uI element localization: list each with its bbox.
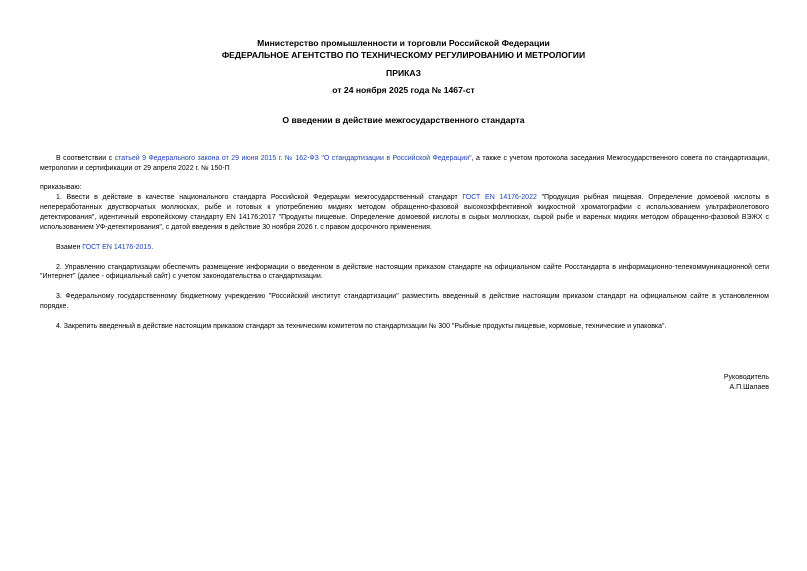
spacer (40, 233, 769, 243)
item-4-paragraph: 4. Закрепить введенный в действие настоящим приказом стандарт за техническим комитетом по стандартизации № 300 "Рыбные продукты пищевые, кормовые, технические и упаковка". (56, 323, 667, 331)
federal-law-link[interactable]: статьей 9 Федерального закона от 29 июня 2015 г. № 162-ФЗ "О стандартизации в Российской Федерации" (114, 155, 472, 162)
spacer (40, 174, 769, 183)
spacer (40, 312, 769, 322)
item-3-paragraph: 3. Федеральному государственному бюджетному учреждению "Российский институт стандартизации" разместить введенный в действие настоящим приказом стандарт на официальном сайте в установленном порядке. (40, 293, 769, 311)
ministry-name: Министерство промышленности и торговли Российской Федерации (257, 38, 550, 48)
gost-2022-link[interactable]: ГОСТ EN 14176-2022 (462, 193, 537, 201)
replacement-text-1: Взамен (56, 243, 83, 251)
item-1-paragraph (40, 193, 769, 233)
preamble-text-2: , а также с учетом протокола заседания Межгосударственного совета по стандартизации, метрологии и сертификации от 29 апреля 2022 г. № 150-П (40, 155, 770, 172)
document-date-number: от 24 ноября 2025 года № 1467-ст (332, 85, 475, 95)
spacer (40, 253, 769, 263)
replacement-text-2: . (151, 243, 154, 251)
document-body (40, 154, 769, 332)
signatory-position: Руководитель (723, 374, 769, 381)
spacer (40, 282, 769, 292)
item-1-text-2: "Продукция рыбная пищевая. Определение домоевой кислоты в непереработанных двустворчатых моллюсках, рыбе и готовых к употреблению мидиях методом обращенно-фазовой высокоэффективной жидкостной хроматографии с использованием ультрафиолетового детектирования", идентичный европейскому стандарту EN 14176:2017 "Продукты пищевые. Определение домоевой кислоты в сырых моллюсках, сырой рыбе и вареных мидиях методом обращенно-фазовой ВЭЖХ с использованием УФ-детектирования", с датой введения в действие 30 ноября 2026 г. с правом досрочного применения. (40, 193, 769, 231)
document-type: ПРИКАЗ (386, 68, 421, 78)
ministry-header (0, 37, 807, 62)
document-subject: О введении в действие межгосударственного стандарта (282, 115, 525, 125)
signature-block (724, 373, 769, 393)
item-2-paragraph: 2. Управлению стандартизации обеспечить размещение информации о введенном в действие настоящим приказом стандарте на официальном сайте Росстандарта в информационно-телекоммуникационной сети "Интернет" (далее - официальный сайт) с учетом законодательства о стандартизации. (40, 263, 769, 281)
replacement-paragraph (40, 243, 769, 253)
agency-name: ФЕДЕРАЛЬНОЕ АГЕНТСТВО ПО ТЕХНИЧЕСКОМУ РЕГУЛИРОВАНИЮ И МЕТРОЛОГИИ (221, 50, 586, 61)
gost-2015-link[interactable]: ГОСТ EN 14176-2015 (82, 243, 152, 251)
preamble-text-1: В соответствии с (56, 155, 115, 162)
item-1-text-1: 1. Ввести в действие в качестве национального стандарта Российской Федерации межгосударственный стандарт (56, 193, 463, 201)
preamble-paragraph (40, 154, 769, 174)
orders-word: приказываю: (40, 183, 82, 191)
signatory-name: А.П.Шалаев (729, 383, 769, 391)
